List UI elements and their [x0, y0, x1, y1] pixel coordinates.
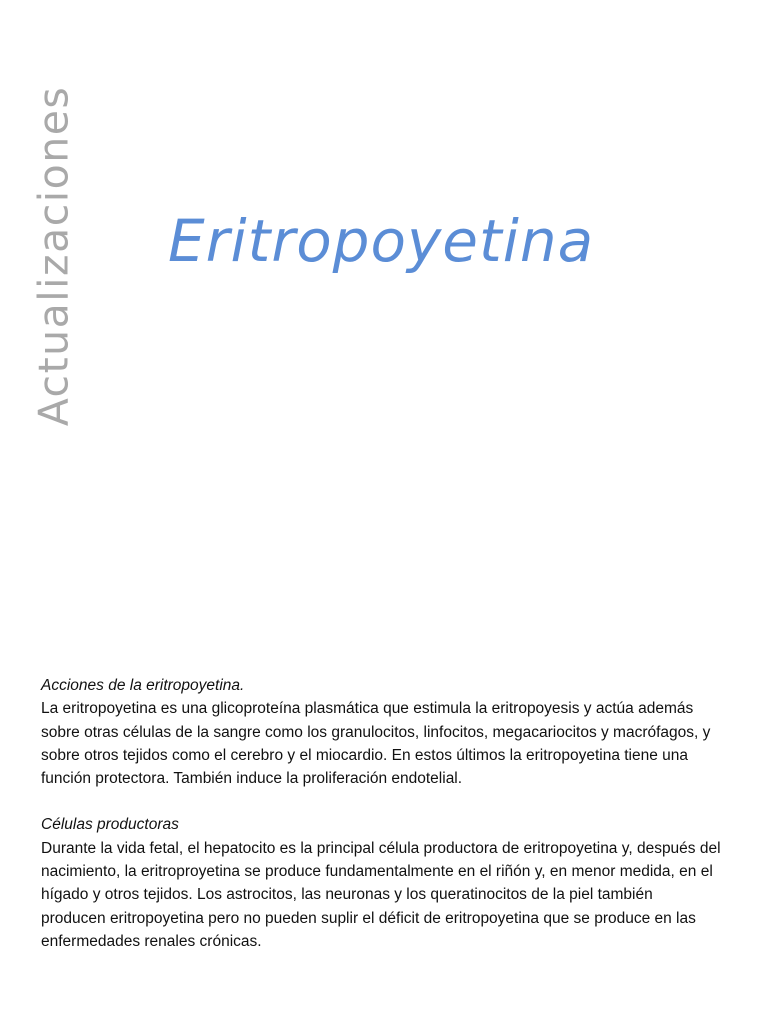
- section-acciones: [41, 674, 721, 790]
- section-heading: Células productoras: [41, 816, 179, 834]
- section-paragraph: La eritropoyetina es una glicoproteína plasmática que estimula la eritropoyesis y actúa además sobre otras células de la sangre como los granulocitos, linfocitos, megacariocitos y macrófagos, y sobre otros tejidos como el cerebro y el miocardio. En estos últimos la eritropoyetina tiene una función protectora. También induce la proliferación endotelial.: [41, 700, 711, 788]
- section-spacer: [41, 790, 721, 813]
- section-celulas: [41, 813, 721, 953]
- section-paragraph: Durante la vida fetal, el hepatocito es la principal célula productora de eritropoyetina y, después del nacimiento, la eritroproyetina se produce fundamentalmente en el riñón y, en menor medida, en el hígado y otros tejidos. Los astrocitos, las neuronas y los queratinocitos de la piel también producen eritropoyetina pero no pueden suplir el déficit de eritropoyetina que se produce en las enfermedades renales crónicas.: [41, 839, 721, 950]
- section-heading: Acciones de la eritropoyetina.: [41, 677, 245, 694]
- document-title: Eritropoyetina: [168, 207, 595, 275]
- document-body: [41, 674, 721, 953]
- side-label: Actualizaciones: [29, 85, 78, 427]
